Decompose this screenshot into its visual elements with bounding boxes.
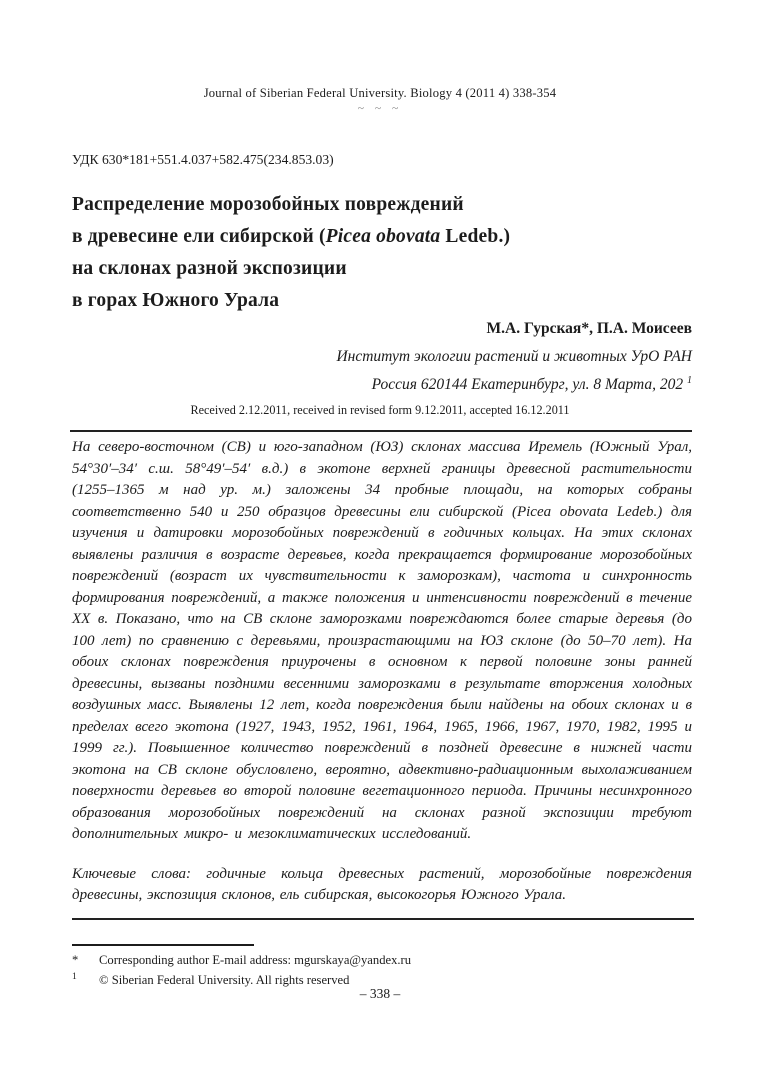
abstract-section (72, 437, 692, 920)
footnote-email-text: Corresponding author E-mail address: mgurskaya@yandex.ru (99, 953, 412, 967)
affiliation-footnote-ref: 1 (687, 374, 692, 386)
page-number: – 338 – (359, 986, 401, 1001)
abstract-top-rule (70, 430, 692, 432)
footnote-corresponding-author (72, 951, 692, 971)
title-line-1: Распределение морозобойных повреждений (72, 194, 464, 215)
footnote-block (72, 944, 692, 990)
journal-header: Journal of Siberian Federal University. Biology 4 (2011 4) 338-354 (203, 86, 557, 100)
ornament-separator: ~ ~ ~ (357, 103, 403, 115)
title-line-2-prefix: в древесине ели сибирской ( (72, 226, 326, 247)
title-line-2-suffix: Ledeb.) (440, 226, 511, 247)
udc-code: УДК 630*181+551.4.037+582.475(234.853.03) (72, 152, 334, 167)
title-line-4: в горах Южного Урала (72, 290, 280, 311)
affiliation-line-1: Институт экологии растений и животных УрО РАН (336, 348, 692, 365)
title-line-2 (72, 221, 692, 253)
abstract-text: На северо-восточном (СВ) и юго-западном (ЮЗ) склонах массива Иремель (Южный Урал, 54°30′–34′ с.ш. 58°49′–54′ в.д.) в экотоне верхней границы древесной растительности (1255–1365 м над ур. м.) заложены 34 пробные площади, на которых собраны соответственно 540 и 250 образцов древесины ели сибирской (Picea obovata Ledeb.) для изучения и датировки морозобойных повреждений в годичных кольцах. На этих склонах выявлены различия в возрасте деревьев, когда прекращается формирование морозобойных повреждений (возраст их чувствительности к заморозкам), частота и синхронность формирования повреждений, а также положения и интенсивности повреждений в течение XX в. Показано, что на СВ склоне заморозками повреждаются более старые деревья (до 100 лет) по сравнению с деревьями, произрастающими на ЮЗ склоне (до 50–70 лет). На обоих склонах повреждения приурочены в основном к первой половине зоны ранней древесины, вызваны поздними весенними заморозками в результате вторжения холодных воздушных масс. Выявлены 12 лет, когда повреждения были найдены на обоих склонах и в пределах всего экотона (1927, 1943, 1952, 1961, 1964, 1965, 1966, 1967, 1970, 1982, 1995 и 1999 гг.). Повышенное количество повреждений в поздней древесине в нижней части экотона на СВ склоне обусловлено, вероятно, адвективно-радиационным выхолаживанием поверхности деревьев во второй половине вегетационного периода. Причины несинхронного образования морозобойных повреждений на склонах разной экспозиции требуют дополнительных микро- и мезоклиматических исследований. (72, 439, 692, 842)
affiliation-line-2 (72, 369, 692, 397)
article-title (72, 189, 692, 317)
author-block (72, 320, 692, 396)
footnote-marker-one: 1 (72, 971, 77, 982)
footnote-rule (72, 944, 254, 946)
footnote-copyright-text: © Siberian Federal University. All rights reserved (99, 972, 350, 987)
affiliation-address: Россия 620144 Екатеринбург, ул. 8 Марта, 202 (371, 375, 684, 393)
keywords-text: Ключевые слова: годичные кольца древесных растений, морозобойные повреждения древесины, экспозиция склонов, ель сибирская, высокогорья Южного Урала. (72, 865, 692, 903)
species-name: Picea obovata (325, 226, 441, 247)
abstract-bottom-rule (72, 918, 694, 920)
footnote-marker-asterisk: * (72, 953, 79, 967)
title-line-3: на склонах разной экспозиции (72, 258, 347, 279)
received-dates: Received 2.12.2011, received in revised form 9.12.2011, accepted 16.12.2011 (190, 403, 570, 417)
authors: М.А. Гурская*, П.А. Моисеев (486, 320, 692, 337)
